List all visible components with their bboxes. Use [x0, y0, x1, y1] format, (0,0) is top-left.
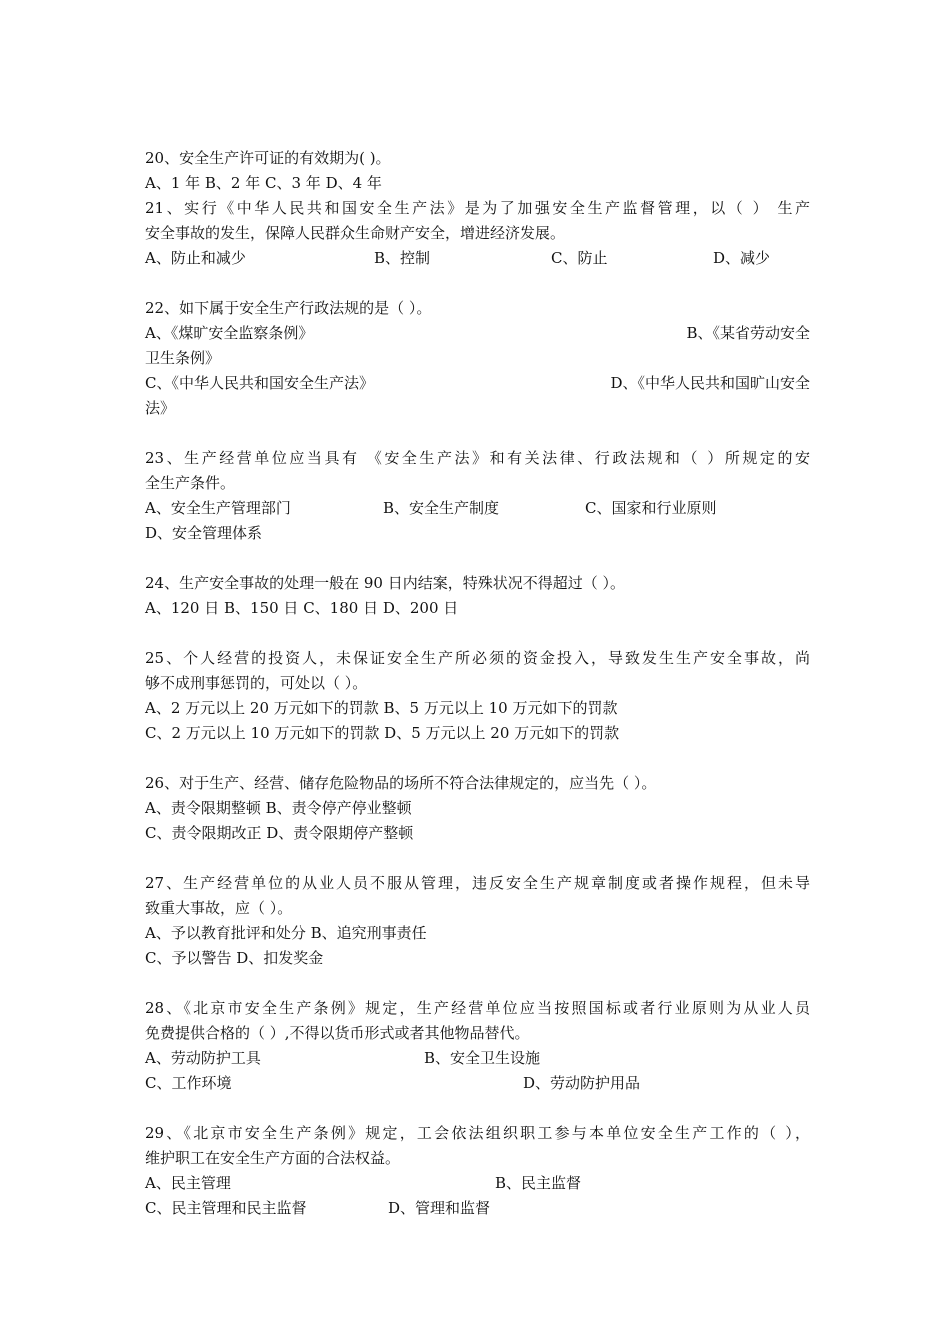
question-24-options: A、120 日 B、150 日 C、180 日 D、200 日 — [145, 599, 459, 617]
question-23-stem-line-2: 全生产条件。 — [145, 474, 236, 492]
question-26-options-cd: C、责令限期改正 D、责令限期停产整顿 — [145, 824, 414, 842]
option-a: A、民主管理 — [145, 1174, 231, 1192]
option-c: C、《中华人民共和国安全生产法》 — [145, 374, 374, 392]
question-27-stem-line-2: 致重大事故，应（ ）。 — [145, 899, 293, 917]
option-d: D、减少 — [713, 249, 771, 267]
spacer — [145, 746, 810, 771]
question-24-stem: 24、生产安全事故的处理一般在 90 日内结案，特殊状况不得超过（ ）。 — [145, 574, 625, 592]
option-a: A、防止和减少 — [145, 249, 246, 267]
question-28-options-ab — [145, 1046, 810, 1071]
question-29-options-cd — [145, 1196, 810, 1221]
option-b: B、控制 — [374, 249, 431, 267]
question-25-stem-line-1: 25、个人经营的投资人，未保证安全生产所必须的资金投入，导致发生生产安全事故，尚 — [145, 649, 810, 667]
option-d: D、劳动防护用品 — [523, 1074, 641, 1092]
spacer — [145, 971, 810, 996]
question-22-options-line-2: 卫生条例》 — [145, 349, 221, 367]
question-28-stem-line-1: 28、《北京市安全生产条例》规定，生产经营单位应当按照国标或者行业原则为从业人员 — [145, 999, 810, 1017]
option-a: A、《煤旷安全监察条例》 — [145, 324, 314, 342]
option-c: C、工作环境 — [145, 1074, 232, 1092]
question-21-stem-line-1: 21、实行《中华人民共和国安全生产法》是为了加强安全生产监督管理，以（ ） 生产 — [145, 199, 810, 217]
spacer — [145, 846, 810, 871]
question-21-stem-line-2: 安全事故的发生，保障人民群众生命财产安全，增进经济发展。 — [145, 224, 566, 242]
option-c: C、国家和行业原则 — [585, 499, 717, 517]
option-c: C、防止 — [551, 249, 608, 267]
question-29-options-ab — [145, 1171, 810, 1196]
question-20-stem: 20、安全生产许可证的有效期为( )。 — [145, 149, 391, 167]
question-25-options-ab: A、2 万元以上 20 万元如下的罚款 B、5 万元以上 10 万元如下的罚款 — [145, 699, 618, 717]
spacer — [145, 1096, 810, 1121]
question-29-stem-line-1: 29、《北京市安全生产条例》规定，工会依法组织职工参与本单位安全生产工作的（ ）， — [145, 1124, 810, 1142]
spacer — [145, 546, 810, 571]
question-28-options-cd — [145, 1071, 810, 1096]
question-25-options-cd: C、2 万元以上 10 万元如下的罚款 D、5 万元以上 20 万元如下的罚款 — [145, 724, 620, 742]
question-29-stem-line-2: 维护职工在安全生产方面的合法权益。 — [145, 1149, 401, 1167]
question-27-options-cd: C、予以警告 D、扣发奖金 — [145, 949, 324, 967]
question-22-options-line-1 — [145, 321, 810, 346]
option-a: A、劳动防护工具 — [145, 1049, 261, 1067]
question-26-options-ab: A、责令限期整顿 B、责令停产停业整顿 — [145, 799, 412, 817]
question-27-options-ab: A、予以教育批评和处分 B、追究刑事责任 — [145, 924, 427, 942]
question-22-options-line-4: 法》 — [145, 399, 176, 417]
question-22-stem: 22、如下属于安全生产行政法规的是（ ）。 — [145, 299, 432, 317]
option-d: D、《中华人民共和国旷山安全 — [610, 374, 810, 392]
question-26-stem: 26、对于生产、经营、储存危险物品的场所不符合法律规定的，应当先（ ）。 — [145, 774, 657, 792]
option-b: B、安全生产制度 — [383, 499, 500, 517]
option-b: B、民主监督 — [495, 1174, 582, 1192]
question-25-stem-line-2: 够不成刑事惩罚的，可处以（ ）。 — [145, 674, 368, 692]
spacer — [145, 271, 810, 296]
option-d: D、管理和监督 — [388, 1199, 491, 1217]
question-21-options — [145, 246, 810, 271]
question-22-options-line-3 — [145, 371, 810, 396]
question-20-options: A、1 年 B、2 年 C、3 年 D、4 年 — [145, 174, 382, 192]
question-28-stem-line-2: 免费提供合格的（ ）,不得以货币形式或者其他物品替代。 — [145, 1024, 530, 1042]
question-23-options — [145, 496, 810, 521]
spacer — [145, 621, 810, 646]
option-a: A、安全生产管理部门 — [145, 499, 291, 517]
question-list — [145, 146, 810, 1221]
option-c: C、民主管理和民主监督 — [145, 1199, 307, 1217]
question-23-option-d: D、安全管理体系 — [145, 524, 263, 542]
option-b: B、安全卫生设施 — [424, 1049, 541, 1067]
spacer — [145, 421, 810, 446]
question-23-stem-line-1: 23、生产经营单位应当具有 《安全生产法》和有关法律、行政法规和（ ）所规定的安 — [145, 449, 810, 467]
option-b: B、《某省劳动安全 — [686, 324, 810, 342]
question-27-stem-line-1: 27、生产经营单位的从业人员不服从管理，违反安全生产规章制度或者操作规程，但未导 — [145, 874, 810, 892]
